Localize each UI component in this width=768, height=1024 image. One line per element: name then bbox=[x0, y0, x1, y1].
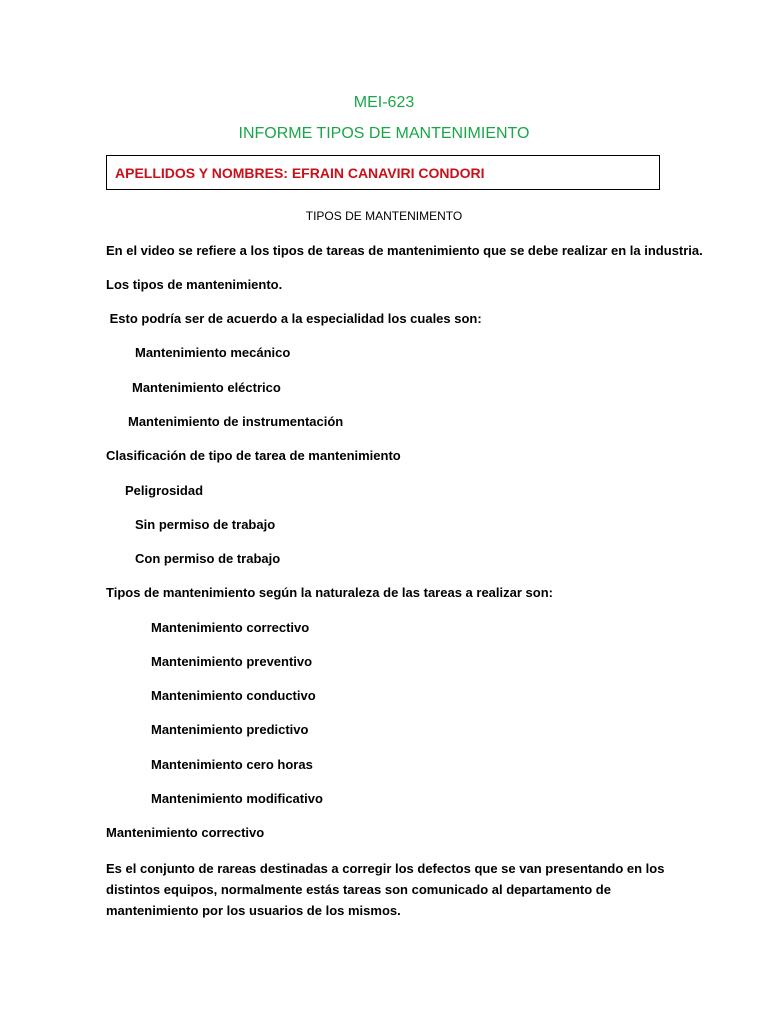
body-paragraph: Es el conjunto de rareas destinadas a corregir los defectos que se van presentando en los distintos equipos, normalmente estás tareas son comunicado al departamento de mantenimiento por los usuarios de los mismos. bbox=[106, 861, 665, 918]
list-item: Mantenimiento mecánico bbox=[135, 345, 291, 360]
student-name: APELLIDOS Y NOMBRES: EFRAIN CANAVIRI CONDORI bbox=[115, 165, 485, 181]
text-line: En el video se refiere a los tipos de tareas de mantenimiento que se debe realizar en la industria. bbox=[106, 243, 703, 258]
list-item: Mantenimiento predictivo bbox=[151, 722, 309, 737]
name-box bbox=[106, 155, 660, 190]
text-line: Tipos de mantenimiento según la naturaleza de las tareas a realizar son: bbox=[106, 585, 553, 600]
list-item: Sin permiso de trabajo bbox=[135, 517, 276, 532]
text-line: Esto podría ser de acuerdo a la especialidad los cuales son: bbox=[106, 311, 482, 326]
list-item: Mantenimiento cero horas bbox=[151, 757, 313, 772]
section-heading: TIPOS DE MANTENIMENTO bbox=[305, 209, 463, 223]
report-title: INFORME TIPOS DE MANTENIMIENTO bbox=[238, 125, 530, 142]
course-code: MEI-623 bbox=[353, 94, 415, 111]
list-item: Mantenimiento modificativo bbox=[151, 791, 323, 806]
text-line: Clasificación de tipo de tarea de mantenimiento bbox=[106, 448, 401, 463]
text-line: Los tipos de mantenimiento. bbox=[106, 277, 283, 292]
list-item: Mantenimiento eléctrico bbox=[132, 380, 281, 395]
list-item: Con permiso de trabajo bbox=[135, 551, 281, 566]
list-item: Mantenimiento preventivo bbox=[151, 654, 313, 669]
text-line: Mantenimiento correctivo bbox=[106, 825, 265, 840]
list-item: Peligrosidad bbox=[125, 483, 204, 498]
list-item: Mantenimiento de instrumentación bbox=[128, 414, 344, 429]
list-item: Mantenimiento correctivo bbox=[151, 620, 310, 635]
list-item: Mantenimiento conductivo bbox=[151, 688, 316, 703]
